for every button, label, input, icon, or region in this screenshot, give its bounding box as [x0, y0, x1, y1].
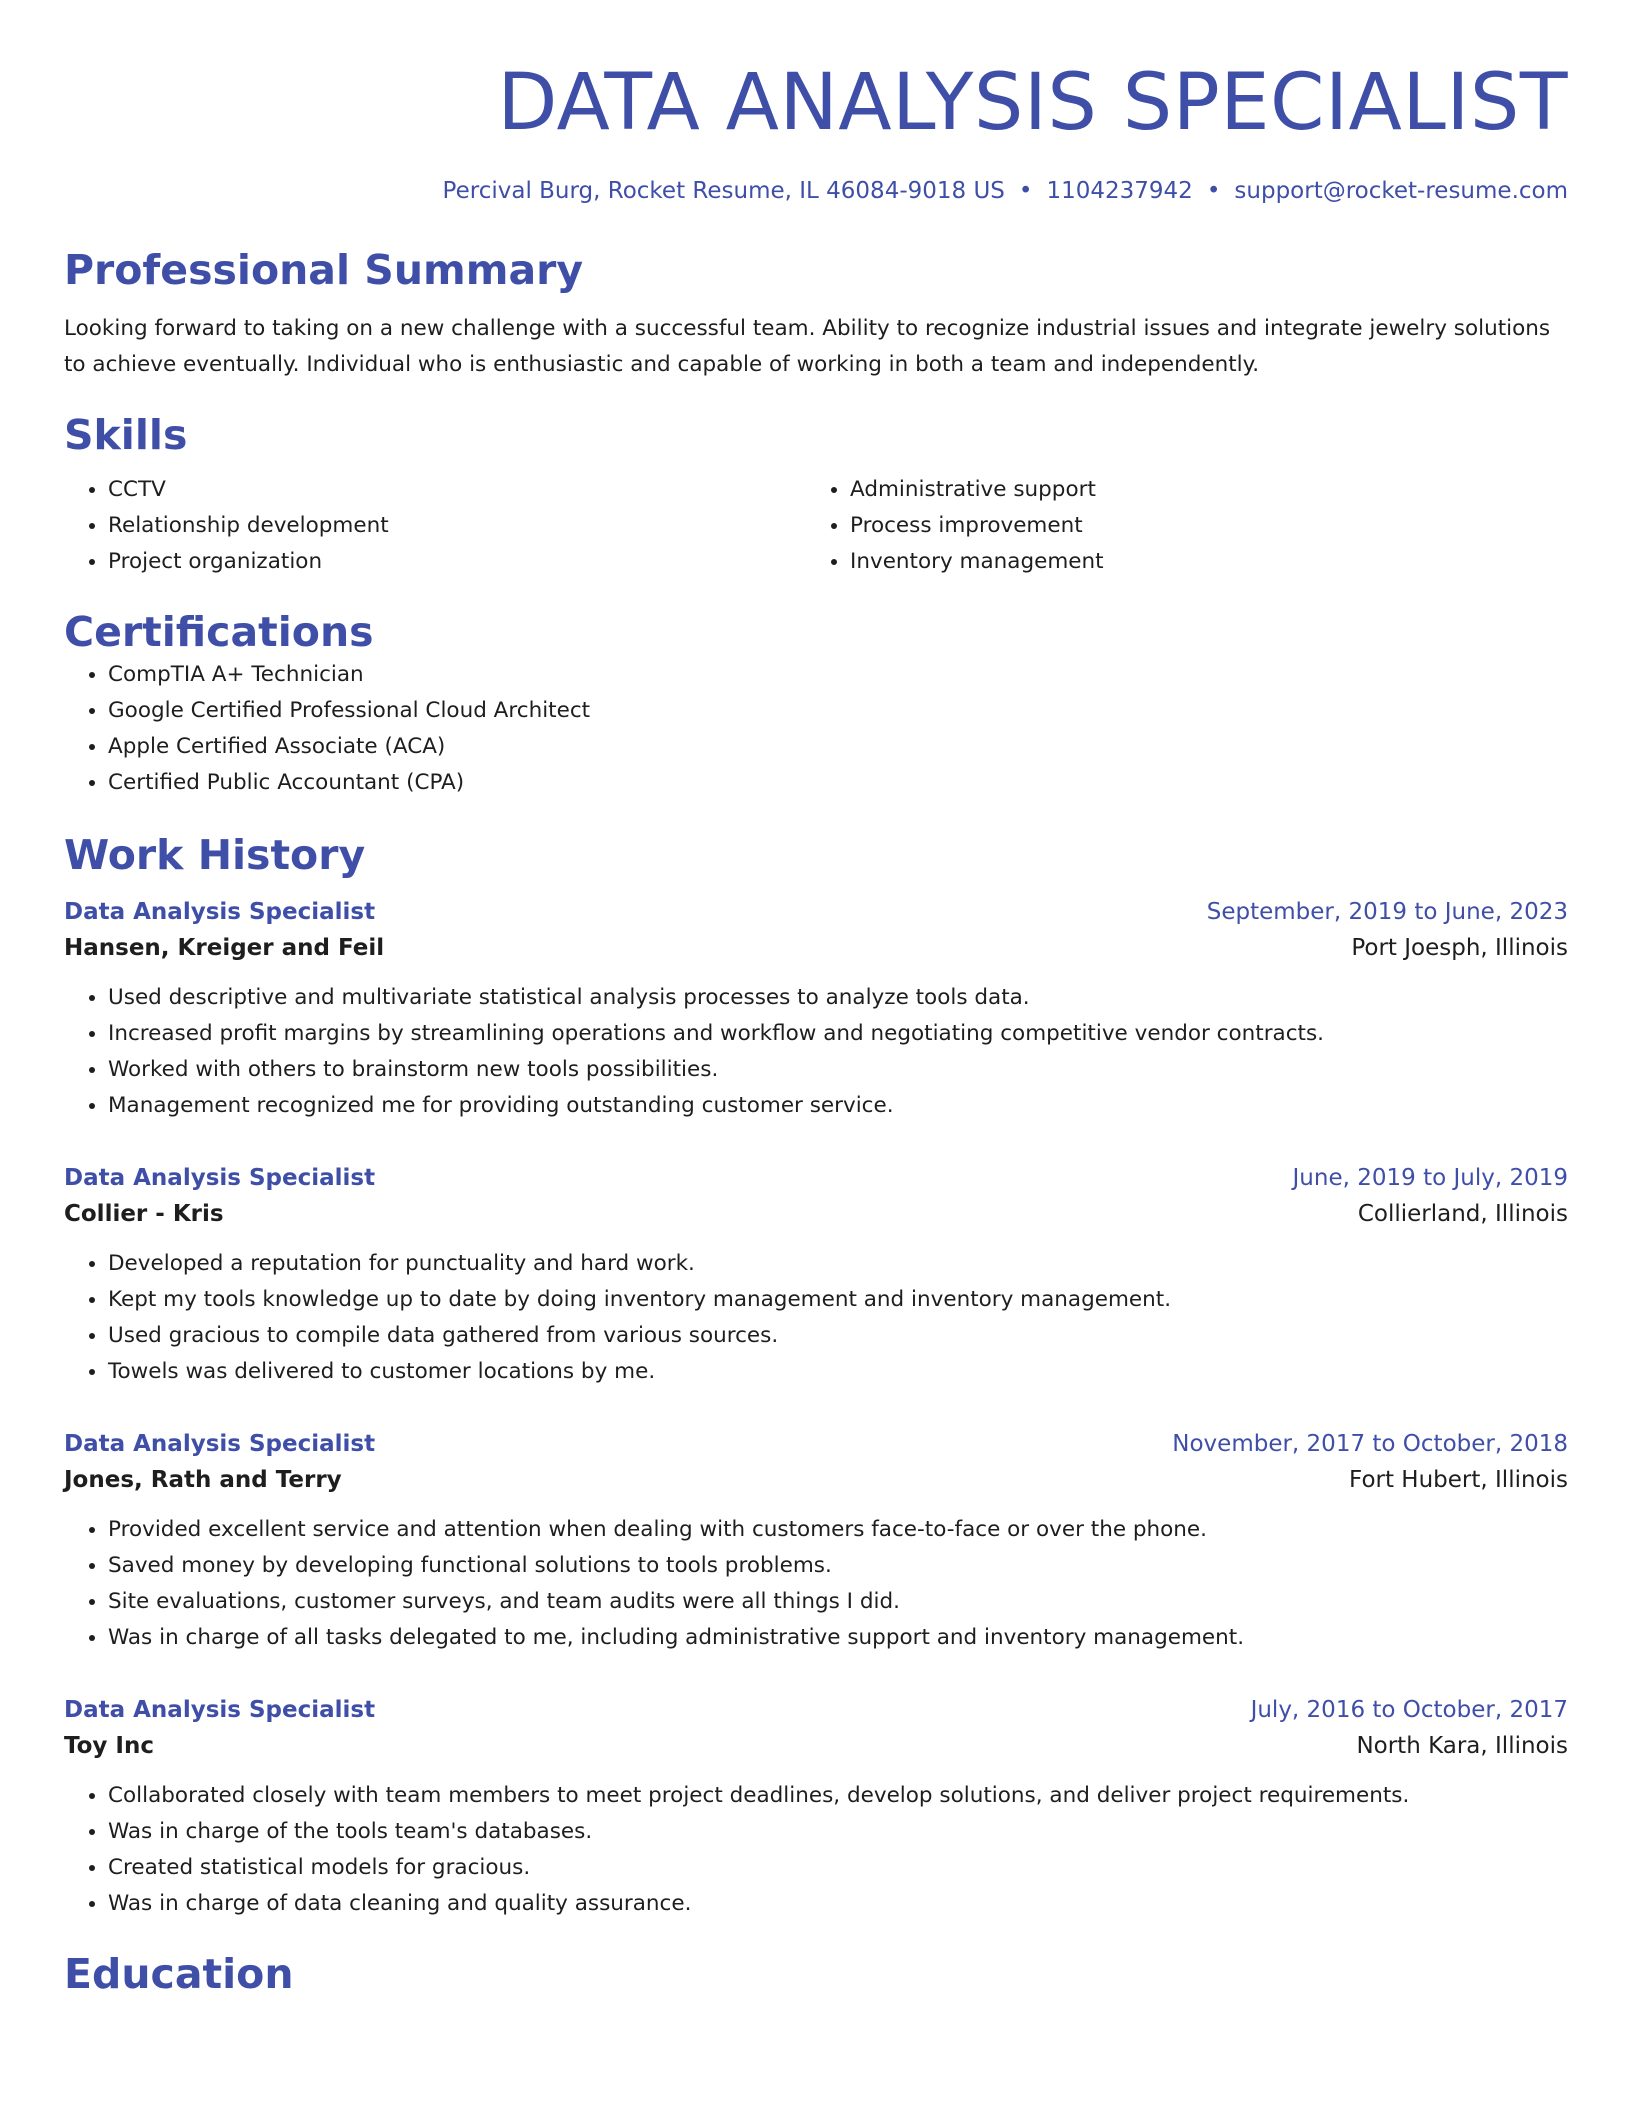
job-bullet: • Towels was delivered to customer locations by me. — [108, 1354, 1568, 1390]
job-company: Toy Inc — [64, 1733, 155, 1760]
job-bullets — [64, 1512, 1568, 1656]
job-location: Collierland, Illinois — [1357, 1201, 1568, 1228]
job-header-row — [64, 1428, 1568, 1460]
job-bullet: • Worked with others to brainstorm new tools possibilities. — [108, 1052, 1568, 1088]
job-title: Data Analysis Specialist — [64, 899, 376, 926]
job-company-row — [64, 1194, 1568, 1234]
skills-grid — [64, 472, 1568, 580]
job-dates: June, 2019 to July, 2019 — [1292, 1165, 1568, 1192]
contact-phone: 1104237942 — [1046, 178, 1193, 204]
section-title-certifications: Certifications — [64, 607, 374, 656]
contact-separator: • — [1206, 178, 1221, 204]
skill-item: • Administrative support — [850, 472, 1548, 508]
job-dates: November, 2017 to October, 2018 — [1172, 1431, 1568, 1458]
job-bullet: • Kept my tools knowledge up to date by doing inventory management and inventory management. — [108, 1282, 1568, 1318]
job-header-row — [64, 1694, 1568, 1726]
job-company: Hansen, Kreiger and Feil — [64, 935, 385, 962]
job-bullets — [64, 980, 1568, 1124]
job-header-row — [64, 896, 1568, 928]
contact-email: support@rocket-resume.com — [1234, 178, 1568, 204]
job-bullet: • Was in charge of all tasks delegated to me, including administrative support and inventory management. — [108, 1620, 1568, 1656]
job-dates: July, 2016 to October, 2017 — [1250, 1697, 1568, 1724]
section-title-summary: Professional Summary — [64, 245, 584, 294]
job-bullet: • Saved money by developing functional solutions to tools problems. — [108, 1548, 1568, 1584]
contact-separator: • — [1018, 178, 1033, 204]
section-title-skills: Skills — [64, 410, 188, 459]
job-bullet: • Management recognized me for providing outstanding customer service. — [108, 1088, 1568, 1124]
job-bullet: • Used gracious to compile data gathered from various sources. — [108, 1318, 1568, 1354]
section-title-work-history: Work History — [64, 831, 366, 880]
certification-item: • Apple Certified Associate (ACA) — [108, 729, 1568, 765]
job-bullet: • Developed a reputation for punctuality and hard work. — [108, 1246, 1568, 1282]
job-company: Collier - Kris — [64, 1201, 224, 1228]
job-bullet: • Was in charge of the tools team's databases. — [108, 1814, 1568, 1850]
job-bullets — [64, 1778, 1568, 1922]
job-company-row — [64, 1726, 1568, 1766]
job-location: North Kara, Illinois — [1356, 1733, 1568, 1760]
skill-item: • Inventory management — [850, 544, 1548, 580]
skill-item: • Process improvement — [850, 508, 1548, 544]
section-title-education: Education — [64, 1950, 294, 1999]
job-company-row — [64, 1460, 1568, 1500]
job-bullet: • Provided excellent service and attention when dealing with customers face-to-face or over the phone. — [108, 1512, 1568, 1548]
job-bullet: • Site evaluations, customer surveys, and team audits were all things I did. — [108, 1584, 1568, 1620]
certification-item: • CompTIA A+ Technician — [108, 657, 1568, 693]
job-title: Data Analysis Specialist — [64, 1431, 376, 1458]
certification-item: • Google Certified Professional Cloud Architect — [108, 693, 1568, 729]
job-bullet: • Used descriptive and multivariate statistical analysis processes to analyze tools data. — [108, 980, 1568, 1016]
skills-column-left — [64, 472, 806, 580]
certification-item: • Certified Public Accountant (CPA) — [108, 765, 1568, 801]
skills-list-left — [64, 472, 806, 580]
job-entry — [64, 896, 1568, 1124]
job-company-row — [64, 928, 1568, 968]
job-entry — [64, 1162, 1568, 1390]
job-bullet: • Created statistical models for gracious. — [108, 1850, 1568, 1886]
skills-column-right — [806, 472, 1548, 580]
job-entry — [64, 1694, 1568, 1922]
job-header-row — [64, 1162, 1568, 1194]
contact-address: Percival Burg, Rocket Resume, IL 46084-9018 US — [442, 178, 1005, 204]
skill-item: • Project organization — [108, 544, 806, 580]
job-bullet: • Increased profit margins by streamlining operations and workflow and negotiating competitive vendor contracts. — [108, 1016, 1568, 1052]
resume-page — [64, 0, 1568, 2000]
skill-item: • Relationship development — [108, 508, 806, 544]
job-entry — [64, 1428, 1568, 1656]
job-title: Data Analysis Specialist — [64, 1165, 376, 1192]
summary-text: Looking forward to taking on a new challenge with a successful team. Ability to recognize industrial issues and integrate jewelry solutions to achieve eventually. Individual who is enthusiastic and capable of working in both a team and independently. — [64, 315, 1551, 377]
job-title: Data Analysis Specialist — [64, 1697, 376, 1724]
job-location: Port Joesph, Illinois — [1351, 935, 1568, 962]
job-bullet: • Was in charge of data cleaning and quality assurance. — [108, 1886, 1568, 1922]
job-company: Jones, Rath and Terry — [64, 1467, 342, 1494]
job-location: Fort Hubert, Illinois — [1349, 1467, 1568, 1494]
job-bullets — [64, 1246, 1568, 1390]
skill-item: • CCTV — [108, 472, 806, 508]
certifications-list — [64, 657, 1568, 801]
job-bullet: • Collaborated closely with team members to meet project deadlines, develop solutions, and deliver project requirements. — [108, 1778, 1568, 1814]
skills-list-right — [806, 472, 1548, 580]
job-dates: September, 2019 to June, 2023 — [1206, 899, 1568, 926]
resume-name: DATA ANALYSIS SPECIALIST — [497, 58, 1568, 148]
contact-line — [64, 178, 1568, 206]
